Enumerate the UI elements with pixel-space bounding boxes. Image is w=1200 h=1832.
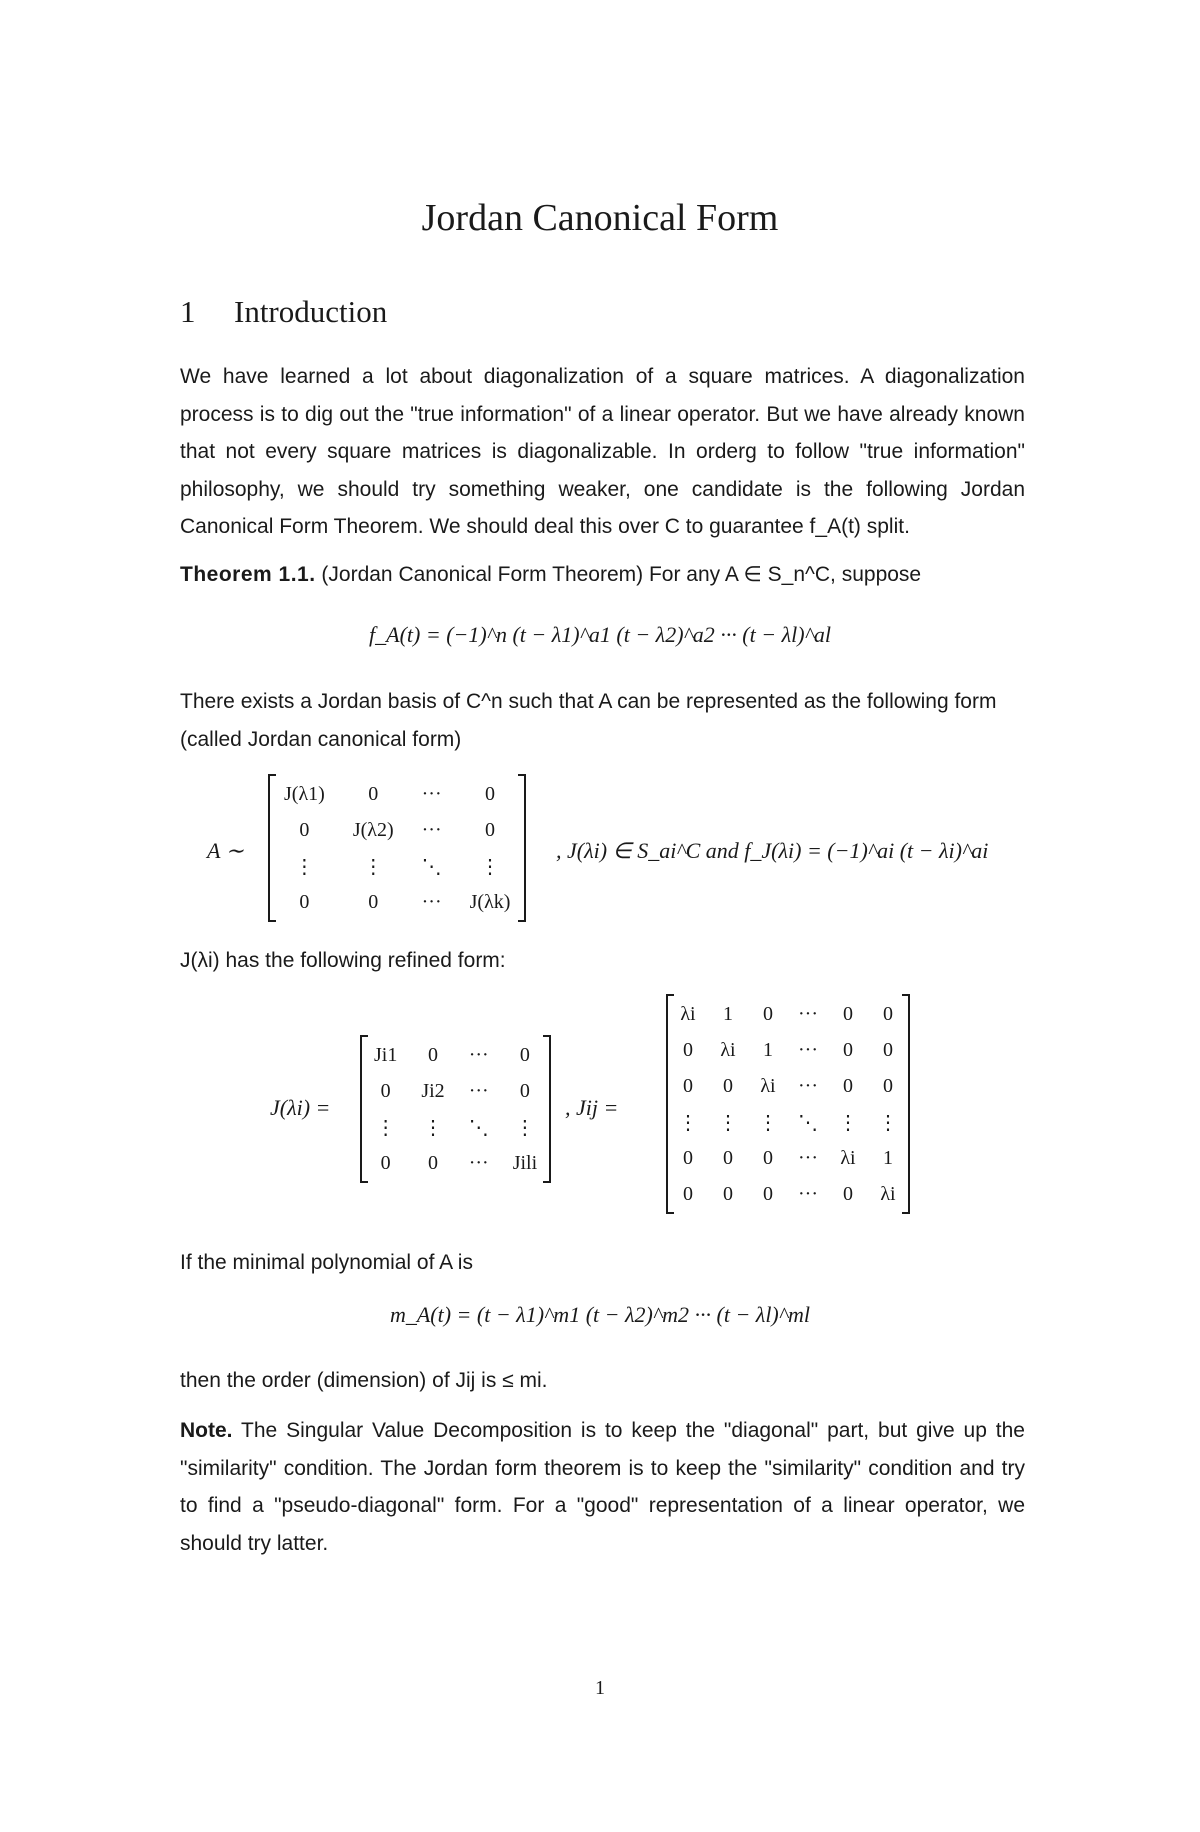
matrix-cell: 0 [883, 1038, 893, 1061]
minimal-polynomial-text: If the minimal polynomial of A is [180, 1251, 473, 1274]
matrix-cell: ··· [468, 1043, 489, 1066]
matrix-cell: ⋮ [514, 1116, 535, 1139]
matrix-cell: 1 [723, 1002, 733, 1025]
matrix-cell: J(λ2) [352, 818, 394, 841]
order-statement: then the order (dimension) of Jij is ≤ mi. [180, 1369, 548, 1392]
jordan-basis-paragraph: There exists a Jordan basis of C^n such that A can be represented as the following form (called Jordan canonical form) [180, 690, 997, 751]
matrix-cell: 0 [763, 1182, 773, 1205]
matrix-cell: 0 [843, 1002, 853, 1025]
matrix-cell: ⋮ [718, 1111, 738, 1134]
matrix-row [270, 776, 524, 812]
matrix-cell: λi [720, 1038, 736, 1061]
matrix-cell: 0 [843, 1182, 853, 1205]
matrix-cell: 0 [683, 1146, 693, 1169]
matrix-row [668, 1140, 908, 1176]
matrix-cell: ⋮ [294, 855, 315, 878]
matrix-cell: 0 [485, 818, 496, 841]
matrix-cell: 0 [763, 1146, 773, 1169]
matrix-cell: ⋮ [375, 1116, 396, 1139]
matrix-cell: J(λ1) [284, 782, 325, 805]
matrix-cell: 0 [723, 1074, 733, 1097]
matrix-cell: 1 [883, 1146, 893, 1169]
section-title: Introduction [234, 294, 388, 329]
matrix-cell: ⋱ [421, 855, 442, 878]
matrix-cell: Jili [512, 1151, 538, 1174]
matrix-row [362, 1073, 549, 1109]
matrix-cell: ⋮ [878, 1111, 898, 1134]
matrix-cell: 0 [299, 818, 310, 841]
matrix-cell: λi [680, 1002, 696, 1025]
matrix-cell: 0 [723, 1146, 733, 1169]
matrix-cell: 0 [485, 782, 496, 805]
matrix-cell: 0 [683, 1074, 693, 1097]
matrix-cell: 0 [763, 1002, 773, 1025]
matrix-cell: 0 [519, 1079, 530, 1102]
matrix-row [270, 884, 524, 920]
theorem-statement [180, 562, 921, 587]
jordan-canonical-matrix-grid [270, 776, 524, 920]
matrix-cell: 0 [683, 1182, 693, 1205]
matrix-j-lhs: J(λi) = [270, 1095, 331, 1120]
matrix-cell: 0 [843, 1038, 853, 1061]
matrix-row [668, 1176, 908, 1212]
matrix-cell: 0 [428, 1151, 439, 1174]
matrix-row [668, 1068, 908, 1104]
matrix-cell: 1 [763, 1038, 773, 1061]
matrix-cell: λi [880, 1182, 896, 1205]
elementary-jordan-block-matrix [666, 996, 910, 1212]
matrix-cell: Ji1 [374, 1043, 398, 1066]
matrix-cell: λi [760, 1074, 776, 1097]
jordan-block-condition: , J(λi) ∈ S_ai^C and f_J(λi) = (−1)^ai (t − λi)^ai [556, 838, 989, 863]
matrix-cell: 0 [368, 782, 379, 805]
matrix-cell: ⋮ [838, 1111, 858, 1134]
matrix-row [362, 1037, 549, 1073]
matrix-row [668, 1032, 908, 1068]
matrix-cell: 0 [883, 1002, 893, 1025]
note-label: Note. [180, 1419, 233, 1442]
matrix-cell: ··· [798, 1002, 818, 1025]
minimal-polynomial-equation: m_A(t) = (t − λ1)^m1 (t − λ2)^m2 ··· (t − λl)^ml [389, 1302, 811, 1327]
matrix-row [270, 812, 524, 848]
matrix-cell: λi [840, 1146, 856, 1169]
matrix-cell: ⋱ [798, 1111, 818, 1134]
refined-form-text: J(λi) has the following refined form: [180, 949, 506, 972]
elementary-jordan-block-grid [668, 996, 908, 1212]
matrix-cell: 0 [519, 1043, 530, 1066]
matrix-cell: 0 [843, 1074, 853, 1097]
note-text: The Singular Value Decomposition is to keep the "diagonal" part, but give up the "similarity" condition. The Jordan form theorem is to keep the "similarity" condition and try to find a "pseudo-diagonal" form. For a "good" representation of a linear operator, we should try latter. [180, 1419, 1025, 1555]
matrix-cell: 0 [428, 1043, 439, 1066]
matrix-row [668, 1104, 908, 1140]
matrix-cell: ··· [798, 1146, 818, 1169]
theorem-label: Theorem 1.1. [180, 563, 316, 586]
note-paragraph [180, 1412, 1025, 1562]
matrix-row [270, 848, 524, 884]
matrix-row [668, 996, 908, 1032]
matrix-cell: ⋱ [468, 1116, 489, 1139]
jordan-block-matrix-grid [362, 1037, 549, 1181]
matrix-cell: 0 [723, 1182, 733, 1205]
page-title: Jordan Canonical Form [421, 197, 779, 239]
matrix-cell: ··· [421, 818, 442, 841]
matrix-cell: ⋮ [758, 1111, 778, 1134]
matrix-cell: ··· [421, 782, 442, 805]
matrix-jij-lhs: , Jij = [565, 1095, 619, 1120]
matrix-cell: ⋮ [363, 855, 384, 878]
matrix-cell: ··· [798, 1074, 818, 1097]
matrix-row [362, 1145, 549, 1181]
jordan-block-matrix [360, 1037, 551, 1181]
matrix-cell: 0 [299, 890, 310, 913]
matrix-cell: J(λk) [469, 890, 511, 913]
section-number: 1 [180, 294, 196, 329]
matrix-cell: ··· [798, 1038, 818, 1061]
matrix-cell: 0 [380, 1079, 391, 1102]
matrix-cell: ··· [468, 1151, 489, 1174]
section-heading [180, 294, 387, 330]
matrix-a-lhs: A ∼ [207, 838, 244, 863]
intro-paragraph: We have learned a lot about diagonalization of a square matrices. A diagonalization process is to dig out the "true information" of a linear operator. But we have already known that not every square matrices is diagonalizable. In orderg to follow "true information" philosophy, we should try something weaker, one candidate is the following Jordan Canonical Form Theorem. We should deal this over C to guarantee f_A(t) split. [180, 365, 1025, 538]
matrix-cell: ··· [468, 1079, 489, 1102]
matrix-row [362, 1109, 549, 1145]
matrix-cell: ⋮ [423, 1116, 444, 1139]
page-number: 1 [595, 1677, 605, 1699]
matrix-cell: ⋮ [678, 1111, 698, 1134]
matrix-cell: Ji2 [421, 1079, 445, 1102]
jordan-canonical-matrix [268, 776, 526, 920]
matrix-cell: 0 [380, 1151, 391, 1174]
theorem-text: (Jordan Canonical Form Theorem) For any A ∈ S_n^C, suppose [321, 563, 922, 586]
matrix-cell: 0 [683, 1038, 693, 1061]
matrix-cell: ··· [798, 1182, 818, 1205]
matrix-cell: ⋮ [480, 855, 501, 878]
matrix-cell: 0 [883, 1074, 893, 1097]
characteristic-polynomial-equation: f_A(t) = (−1)^n (t − λ1)^a1 (t − λ2)^a2 ··· (t − λl)^al [369, 622, 831, 647]
matrix-cell: 0 [368, 890, 379, 913]
matrix-cell: ··· [421, 890, 442, 913]
